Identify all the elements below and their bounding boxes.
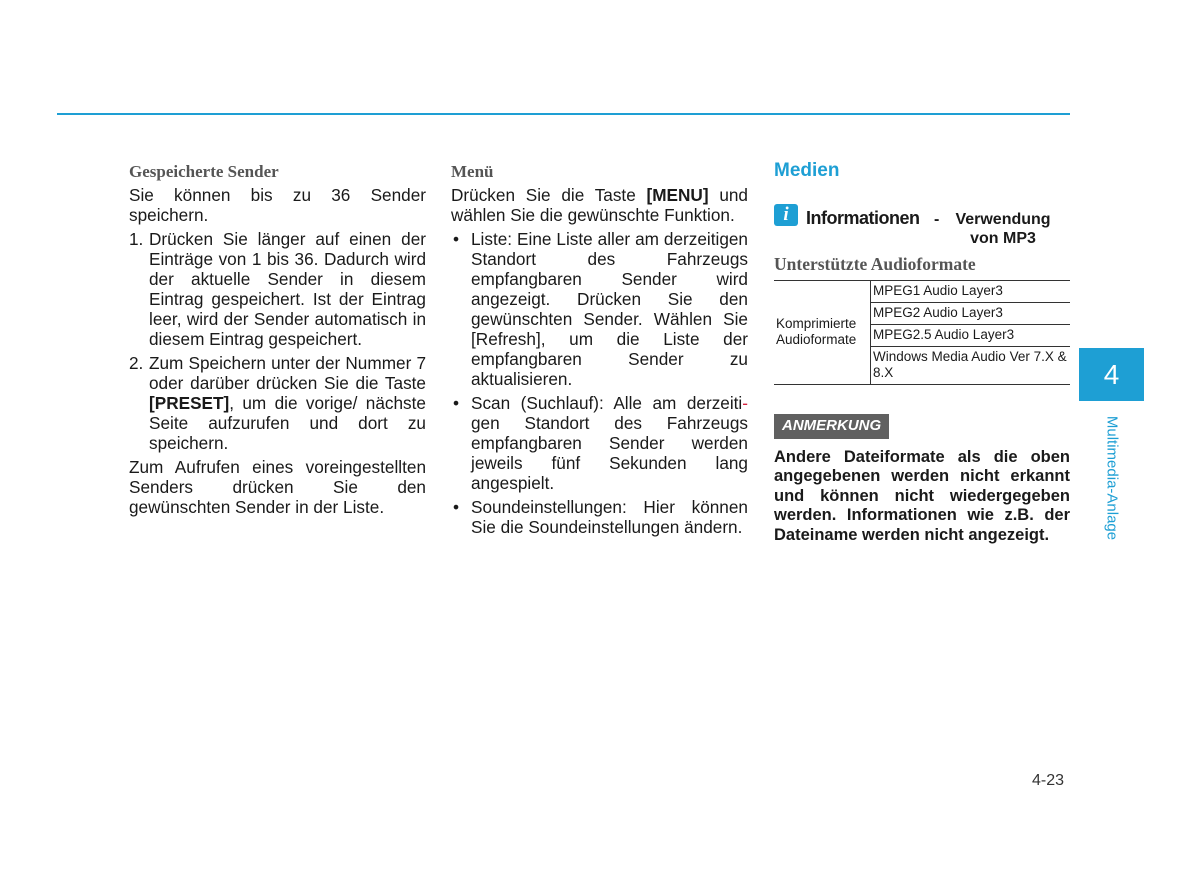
- list-item: [451, 497, 748, 537]
- section-heading: Gespeicherte Sender: [129, 162, 279, 181]
- table-cell: MPEG2.5 Audio Layer3: [871, 325, 1071, 347]
- note-badge: ANMERKUNG: [774, 414, 889, 439]
- list-item: [451, 229, 748, 389]
- info-icon-glyph: i: [783, 204, 789, 225]
- info-icon: [774, 204, 798, 226]
- column-menue: [451, 160, 748, 541]
- table-cell: MPEG1 Audio Layer3: [871, 281, 1071, 303]
- table-cell: Windows Media Audio Ver 7.X & 8.X: [871, 347, 1071, 385]
- audio-format-table: [774, 280, 1070, 385]
- info-dash: -: [934, 211, 940, 228]
- list-item: [451, 393, 748, 493]
- sub-heading: Unterstützte Audioformate: [774, 254, 976, 274]
- table-row: [774, 281, 1070, 303]
- top-rule: [57, 113, 1070, 115]
- bullet-text-after: gen Standort des Fahrzeugs empfangbaren Sender werden jeweils fünf Sekunden lang angespielt.: [471, 413, 748, 493]
- options-list: [451, 229, 748, 537]
- step-number: 2.: [129, 353, 144, 373]
- step-text: Zum Speichern unter der Nummer 7 oder darüber drücken Sie die Taste: [149, 353, 426, 393]
- paragraph-outro: Zum Aufrufen eines voreingestellten Senders drücken Sie den gewünschten Sender in der Liste.: [129, 457, 426, 517]
- info-heading: [774, 201, 1070, 247]
- column-gespeicherte-sender: [129, 160, 426, 521]
- intro-text-after: und wählen Sie die gewünschte Funktion.: [451, 185, 748, 225]
- key-label-menu: [MENU]: [646, 185, 709, 205]
- list-item: [129, 229, 426, 349]
- step-text: Drücken Sie länger auf einen der Einträge von 1 bis 36. Dadurch wird der aktuelle Sender in diesem Eintrag gespeichert. Ist der Eintrag leer, wird der Sender automatisch in diesem Eintrag gespeichert.: [149, 229, 426, 349]
- key-label-preset: [PRESET]: [149, 393, 230, 413]
- step-number: 1.: [129, 229, 144, 249]
- list-item: [129, 353, 426, 453]
- intro-text: Drücken Sie die Taste: [451, 185, 647, 205]
- table-cell: MPEG2 Audio Layer3: [871, 303, 1071, 325]
- column-medien: [774, 160, 1070, 545]
- paragraph-intro: [451, 185, 748, 225]
- bullet-text: Soundeinstellungen: Hier können Sie die Soundeinstellungen ändern.: [471, 497, 748, 537]
- paragraph-intro: Sie können bis zu 36 Sender speichern.: [129, 185, 426, 225]
- chapter-side-label: Multimedia-Anlage: [1103, 415, 1121, 541]
- note-text: Andere Dateiformate als die oben angegebenen werden nicht erkannt und können nicht wiedergegeben werden. Informationen wie z.B. der Dateiname werden nicht angezeigt.: [774, 448, 1070, 544]
- section-heading-medien: Medien: [774, 160, 840, 181]
- bullet-text: Scan (Suchlauf): Alle am derzeiti: [471, 393, 743, 413]
- steps-list: [129, 229, 426, 453]
- chapter-tab: 4: [1079, 348, 1144, 401]
- page-number: 4-23: [1032, 772, 1065, 789]
- table-label-cell: Komprimierte Audioformate: [774, 281, 871, 385]
- bullet: •: [453, 497, 460, 517]
- hyphen-mark: -: [742, 393, 748, 413]
- section-heading: Menü: [451, 162, 494, 181]
- bullet: •: [453, 393, 460, 413]
- step-text-after: , um die vorige/ nächste Seite aufzurufen und dort zu speichern.: [149, 393, 426, 453]
- bullet-text: Liste: Eine Liste aller am derzeitigen Standort des Fahrzeugs empfangbaren Sender wird angezeigt. Drücken Sie den gewünschten Sender. Wählen Sie [Refresh], um die Liste der empfangbaren Sender zu aktualisieren.: [471, 229, 748, 389]
- info-title: Informationen: [806, 208, 920, 228]
- info-subtitle: Verwendung von MP3: [955, 211, 1051, 247]
- bullet: •: [453, 229, 460, 249]
